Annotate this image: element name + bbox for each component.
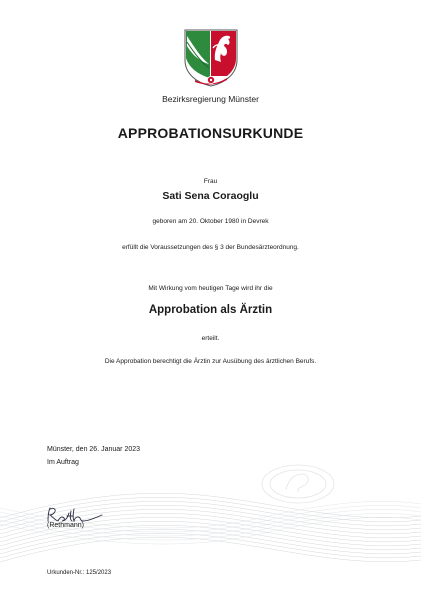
recipient-name: Sati Sena Coraoglu bbox=[162, 190, 259, 202]
entitlement-line: Die Approbation berechtigt die Ärztin zur Ausübung des ärztlichen Berufs. bbox=[104, 358, 317, 365]
requirements-line: erfüllt die Voraussetzungen des § 3 der Bundesärzteordnung. bbox=[122, 244, 299, 251]
on-behalf-label: Im Auftrag bbox=[47, 459, 79, 466]
document-number: Urkunden-Nr.: 125/2023 bbox=[47, 570, 112, 576]
authority-name: Bezirksregierung Münster bbox=[162, 94, 259, 104]
effect-line: Mit Wirkung vom heutigen Tage wird ihr die bbox=[148, 285, 273, 292]
approbation-heading: Approbation als Ärztin bbox=[148, 304, 273, 316]
granted-line: erteilt. bbox=[201, 335, 220, 342]
birth-line: geboren am 20. Oktober 1980 in Devrek bbox=[152, 218, 269, 225]
document-title: APPROBATIONSURKUNDE bbox=[117, 125, 304, 141]
embossed-seal-icon bbox=[258, 462, 338, 506]
nrw-coat-of-arms-icon bbox=[183, 28, 239, 88]
place-date: Münster, den 26. Januar 2023 bbox=[47, 446, 141, 453]
signer-name: (Rethmann) bbox=[47, 522, 84, 529]
salutation: Frau bbox=[203, 178, 218, 185]
